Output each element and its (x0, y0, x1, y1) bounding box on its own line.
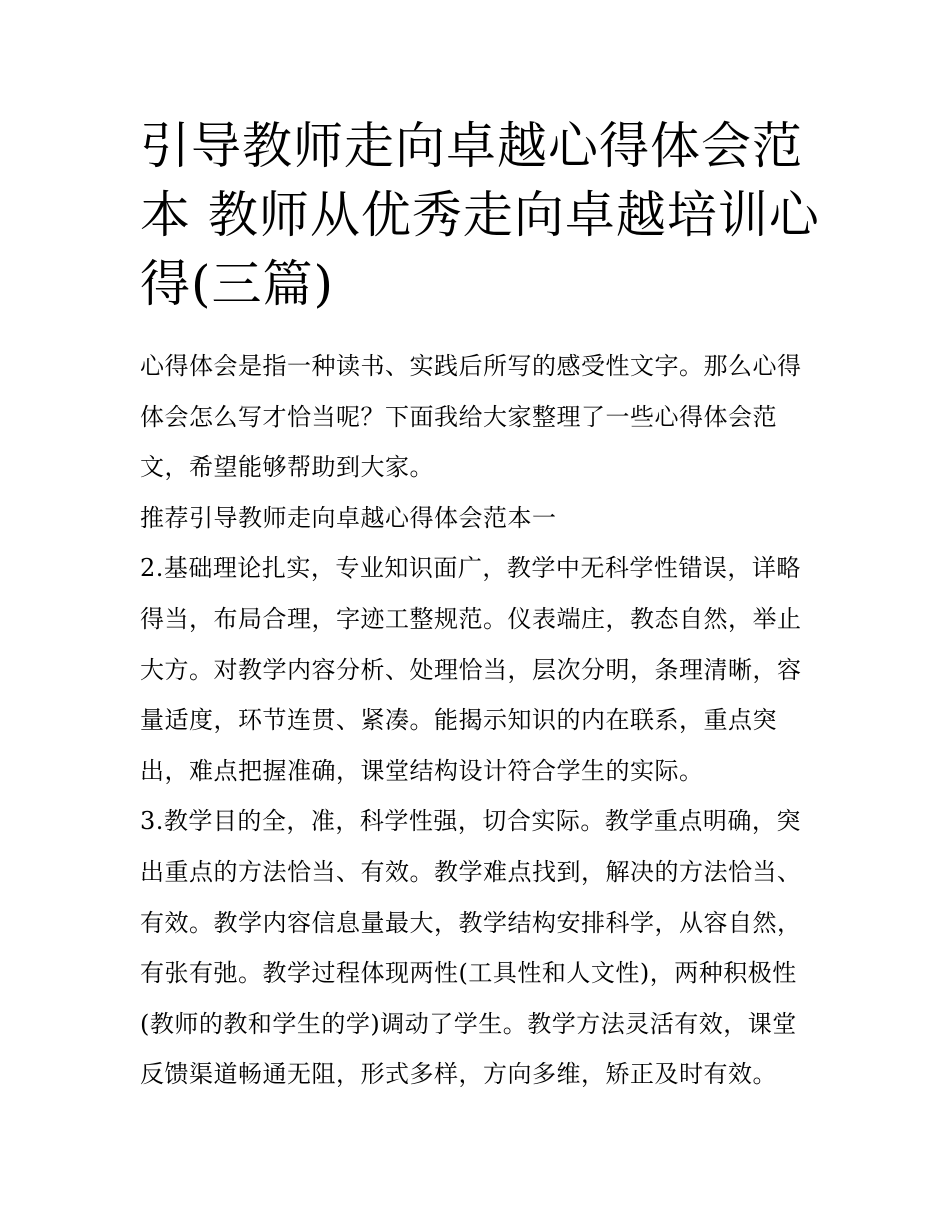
body-paragraph: 3.教学目的全，准，科学性强，切合实际。教学重点明确，突出重点的方法恰当、有效。教学难点找到，解决的方法恰当、有效。教学内容信息量最大，教学结构安排科学，从容自然，有张有弛。教学过程体现两性(工具性和人文性)，两种积极性(教师的教和学生的学)调动了学生。教学方法灵活有效，课堂反馈渠道畅通无阻，形式多样，方向多维，矫正及时有效。 (140, 807, 802, 1089)
document-page (140, 112, 820, 1100)
section-heading: 推荐引导教师走向卓越心得体会范本一 (140, 503, 557, 532)
body-paragraph: 2.基础理论扎实，专业知识面广，教学中无科学性错误，详略得当，布局合理，字迹工整规范。仪表端庄，教态自然，举止大方。对教学内容分析、处理恰当，层次分明，条理清晰，容量适度，环节连贯、紧凑。能揭示知识的内在联系，重点突出，难点把握准确，课堂结构设计符合学生的实际。 (140, 554, 802, 785)
document-body (140, 341, 820, 1100)
document-title: 引导教师走向卓越心得体会范本 教师从优秀走向卓越培训心得(三篇) (140, 117, 820, 313)
intro-paragraph: 心得体会是指一种读书、实践后所写的感受性文字。那么心得体会怎么写才恰当呢？下面我给大家整理了一些心得体会范文，希望能够帮助到大家。 (140, 352, 802, 482)
